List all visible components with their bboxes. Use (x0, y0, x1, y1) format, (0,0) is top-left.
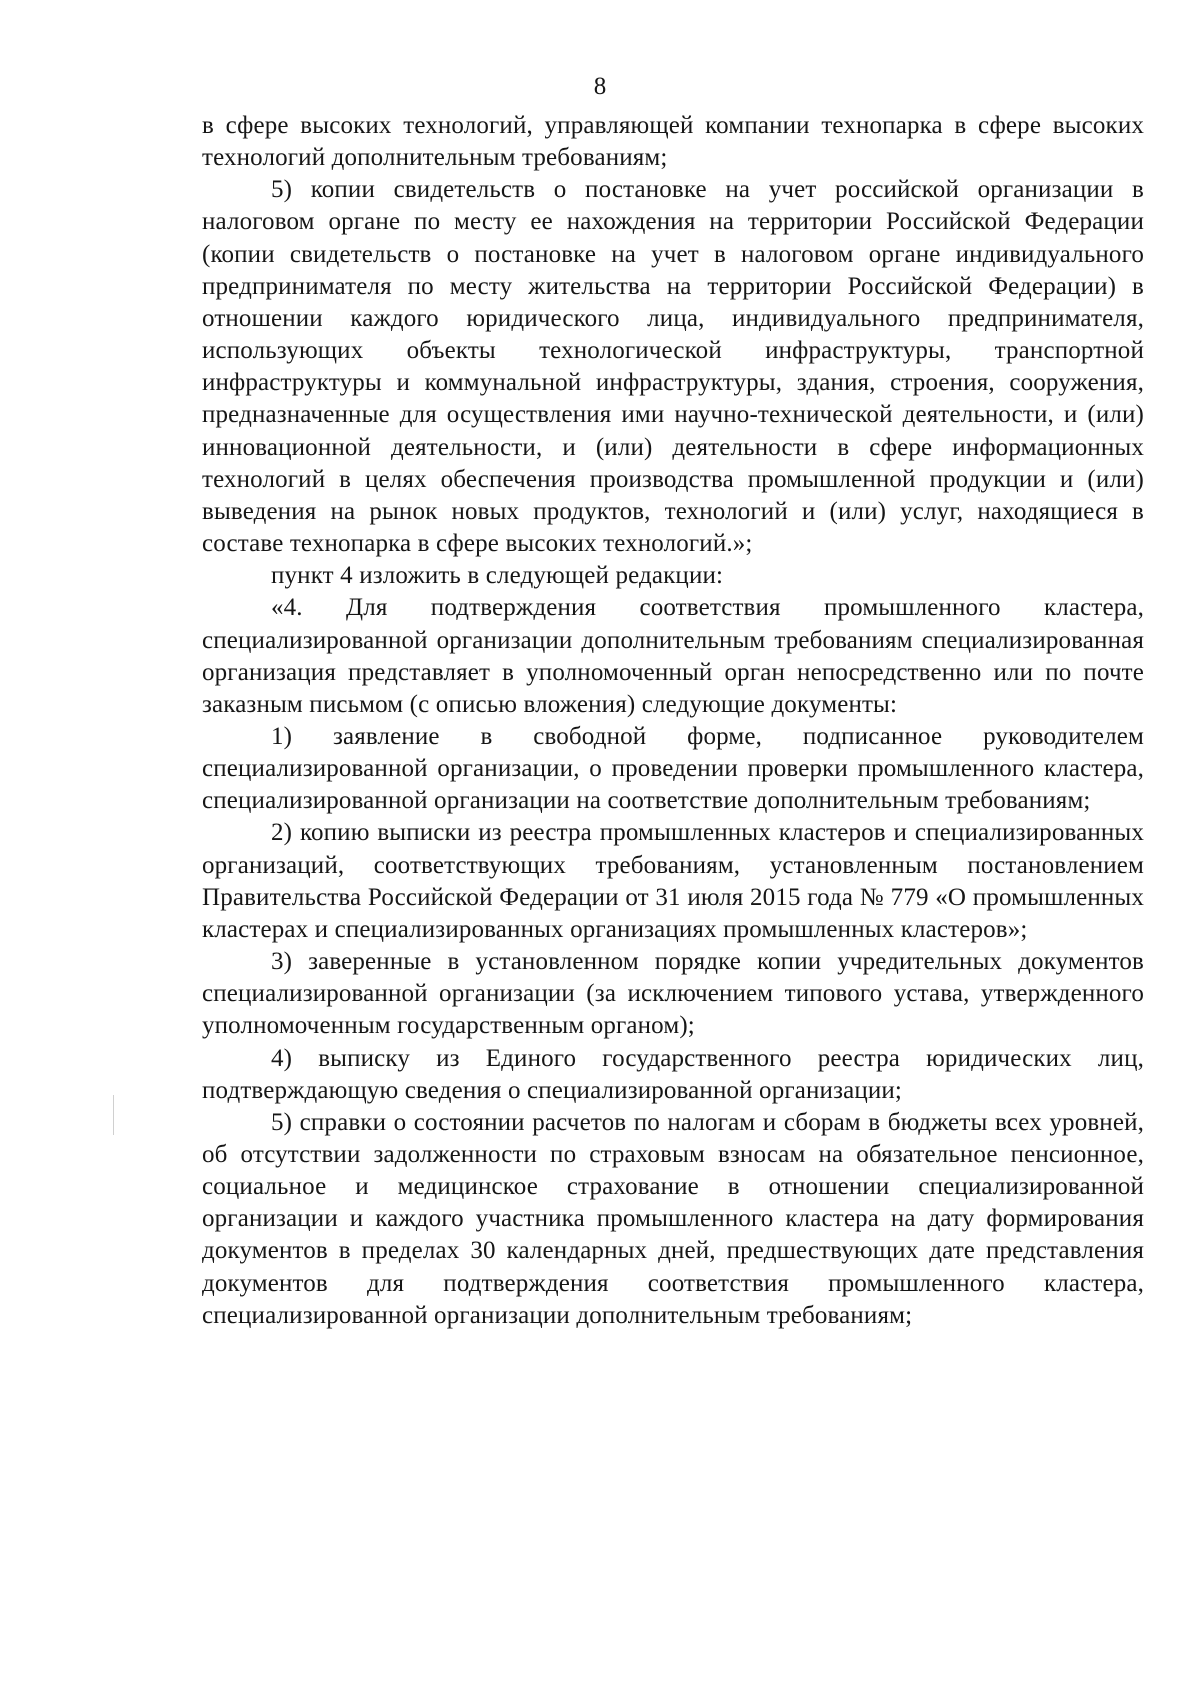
paragraph-item-5-certificates: 5) копии свидетельств о постановке на учет российской организации в налоговом органе по месту ее нахождения на территории Российской Федерации (копии свидетельств о постановке на учет в налоговом органе индивидуального предпринимателя по месту жительства на территории Российской Федерации) в отношении каждого юридического лица, индивидуального предпринимателя, использующих объекты технологической инфраструктуры, транспортной инфраструктуры и коммунальной инфраструктуры, здания, строения, сооружения, предназначенные для осуществления ими научно-технической деятельности, и (или) инновационной деятельности, и (или) деятельности в сфере информационных технологий в целях обеспечения производства промышленной продукции и (или) выведения на рынок новых продуктов, технологий и (или) услуг, находящиеся в составе технопарка в сфере высоких технологий.»; (202, 176, 1144, 558)
paragraph-item-4-legal-entities-extract: 4) выписку из Единого государственного реестра юридических лиц, подтверждающую сведения о специализированной организации; (202, 1044, 1144, 1104)
document-body (202, 110, 1144, 1332)
paragraph-continuation: в сфере высоких технологий, управляющей компании технопарка в сфере высоких технологий дополнительным требованиям; (202, 112, 1144, 172)
paragraph-item-1-application: 1) заявление в свободной форме, подписанное руководителем специализированной организации, о проведении проверки промышленного кластера, специализированной организации на соответствие дополнительным требованиям; (202, 722, 1144, 815)
scan-margin-mark (113, 1095, 114, 1135)
paragraph-item-3-founding-documents: 3) заверенные в установленном порядке копии учредительных документов специализированной организации (за исключением типового устава, утвержденного уполномоченным государственным органом); (202, 948, 1144, 1040)
paragraph-item-2-registry-extract: 2) копию выписки из реестра промышленных кластеров и специализированных организаций, соответствующих требованиям, установленным постановлением Правительства Российской Федерации от 31 июля 2015 года № 779 «О промышленных кластерах и специализированных организациях промышленных кластеров»; (202, 819, 1144, 943)
paragraph-item-5-tax-certificates: 5) справки о состоянии расчетов по налогам и сборам в бюджеты всех уровней, об отсутствии задолженности по страховым взносам на обязательное пенсионное, социальное и медицинское страхование в отношении специализированной организации и каждого участника промышленного кластера на дату формирования документов в пределах 30 календарных дней, предшествующих дате представления документов для подтверждения соответствия промышленного кластера, специализированной организации дополнительным требованиям; (202, 1108, 1144, 1329)
paragraph-clause-4: «4. Для подтверждения соответствия промышленного кластера, специализированной организации дополнительным требованиям специализированная организация представляет в уполномоченный орган непосредственно или по почте заказным письмом (с описью вложения) следующие документы: (202, 594, 1144, 718)
paragraph-amendment-instruction: пункт 4 изложить в следующей редакции: (271, 562, 724, 590)
page-number: 8 (593, 73, 607, 100)
